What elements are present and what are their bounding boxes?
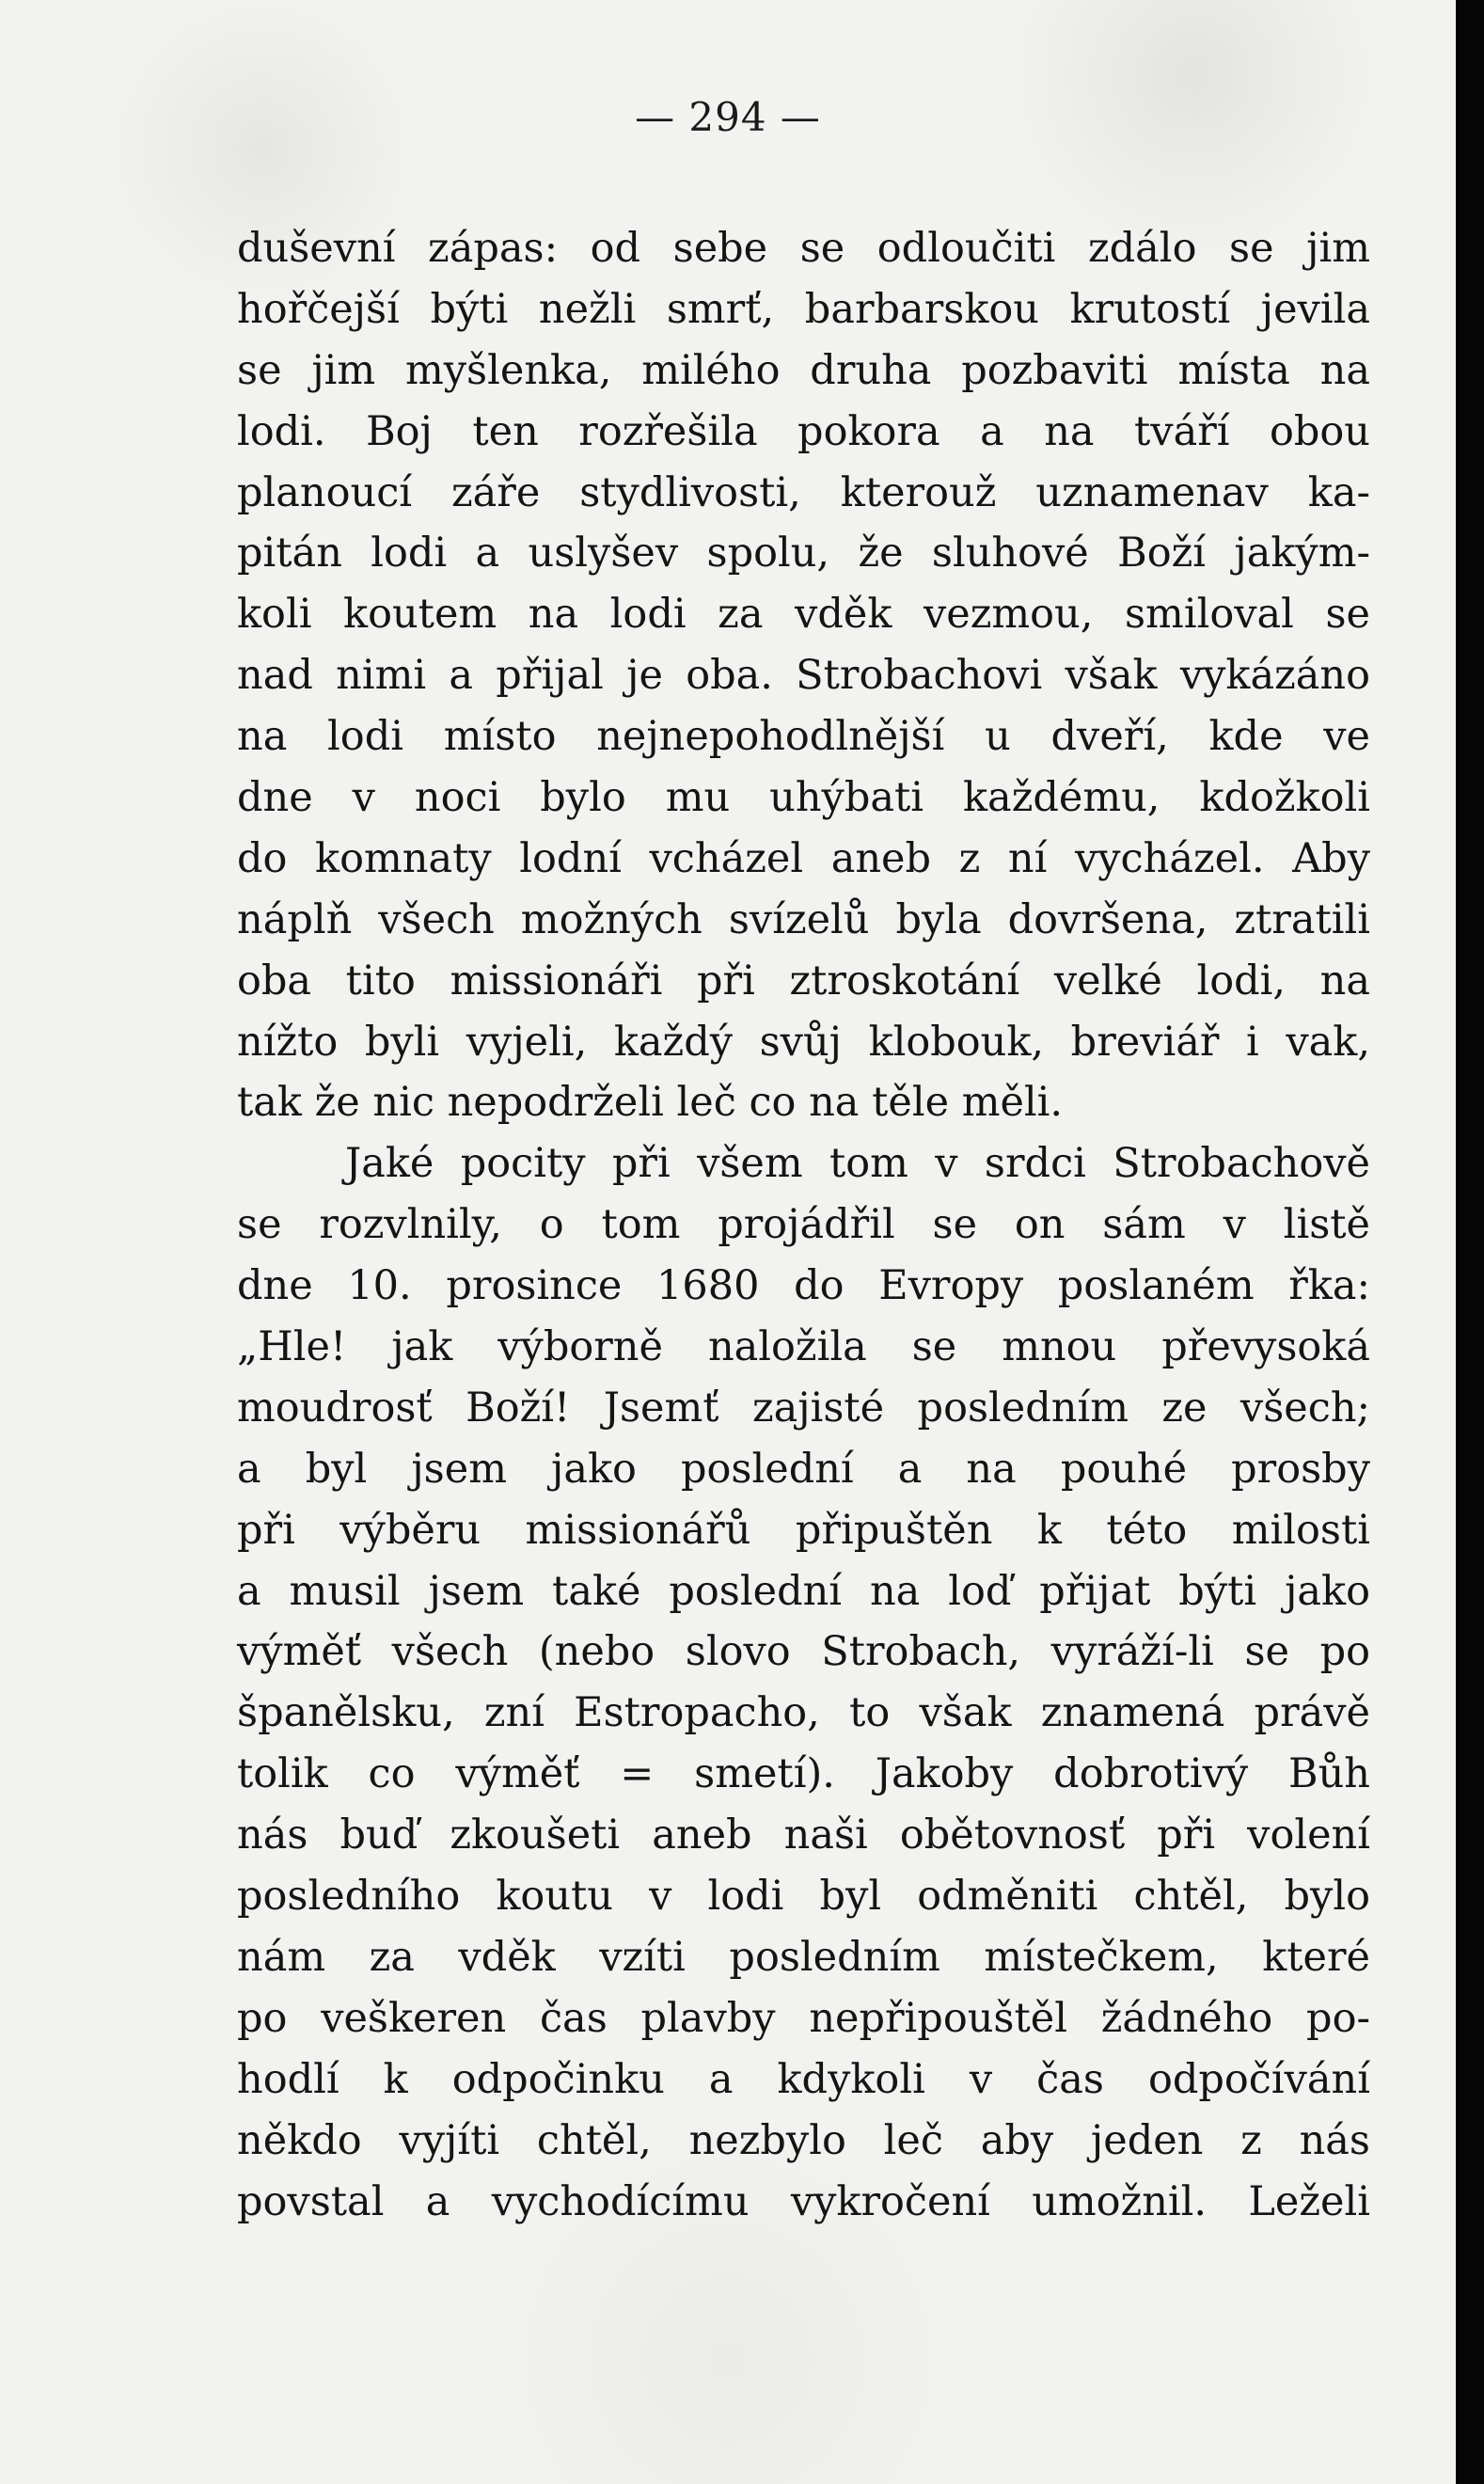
text-line: nám za vděk vzíti posledním místečkem, které <box>237 1933 1370 1981</box>
text-line: někdo vyjíti chtěl, nezbylo leč aby jeden z nás <box>237 2116 1370 2164</box>
text-line: výměť všech (nebo slovo Strobach, vyráží-li se po <box>237 1628 1370 1676</box>
text-line: na lodi místo nejnepohodlnější u dveří, kde ve <box>237 713 1370 761</box>
text-line: hodlí k odpočinku a kdykoli v čas odpočívání <box>237 2055 1370 2103</box>
text-line: po veškeren čas plavby nepřipouštěl žádného po- <box>237 1994 1370 2042</box>
text-line: a byl jsem jako poslední a na pouhé prosby <box>237 1445 1370 1493</box>
text-line: tolik co výměť = smetí). Jakoby dobrotivý Bůh <box>237 1750 1370 1798</box>
body-text <box>237 218 1370 2232</box>
text-line: nížto byli vyjeli, každý svůj klobouk, breviář i vak, <box>237 1018 1370 1066</box>
paragraph-end-line: tak že nic nepodrželi leč co na těle měli. <box>237 1079 1064 1127</box>
paragraph-start-line: Jaké pocity při všem tom v srdci Strobachově <box>345 1140 1370 1188</box>
text-line: nad nimi a přijal je oba. Strobachovi však vykázáno <box>237 652 1370 700</box>
text-line: duševní zápas: od sebe se odloučiti zdálo se jim <box>237 225 1370 272</box>
text-line: planoucí záře stydlivosti, kterouž uznamenav ka- <box>237 468 1370 516</box>
text-line: pitán lodi a uslyšev spolu, že sluhové Boží jakým- <box>237 530 1370 577</box>
text-line: „Hle! jak výborně naložila se mnou převysoká <box>237 1323 1370 1371</box>
text-line: nás buď zkoušeti aneb naši obětovnosť při volení <box>237 1812 1370 1859</box>
text-line: dne v noci bylo mu uhýbati každému, kdožkoli <box>237 774 1370 822</box>
text-line: koli koutem na lodi za vděk vezmou, smiloval se <box>237 591 1370 639</box>
text-line: posledního koutu v lodi byl odměniti chtěl, bylo <box>237 1873 1370 1921</box>
text-line: povstal a vychodícímu vykročení umožnil. Leželi <box>237 2177 1370 2225</box>
page-number: — 294 — <box>635 94 821 140</box>
text-line: oba tito missionáři při ztroskotání velké lodi, na <box>237 957 1370 1005</box>
text-line: náplň všech možných svízelů byla dovršena, ztratili <box>237 895 1370 943</box>
text-line: dne 10. prosince 1680 do Evropy poslaném řka: <box>237 1262 1370 1310</box>
text-line: španělsku, zní Estropacho, to však znamená právě <box>237 1689 1370 1737</box>
scan-dark-edge <box>1456 0 1484 2484</box>
text-line: se rozvlnily, o tom projádřil se on sám v listě <box>237 1201 1370 1249</box>
text-line: hořčejší býti nežli smrť, barbarskou krutostí jevila <box>237 285 1370 333</box>
text-line: moudrosť Boží! Jsemť zajisté posledním ze všech; <box>237 1384 1370 1432</box>
text-line: při výběru missionářů připuštěn k této milosti <box>237 1506 1370 1554</box>
text-line: lodi. Boj ten rozřešila pokora a na tváří obou <box>237 407 1370 455</box>
text-line: do komnaty lodní vcházel aneb z ní vycházel. Aby <box>237 834 1370 882</box>
text-line: a musil jsem také poslední na loď přijat býti jako <box>237 1567 1370 1615</box>
text-line: se jim myšlenka, milého druha pozbaviti místa na <box>237 346 1370 394</box>
